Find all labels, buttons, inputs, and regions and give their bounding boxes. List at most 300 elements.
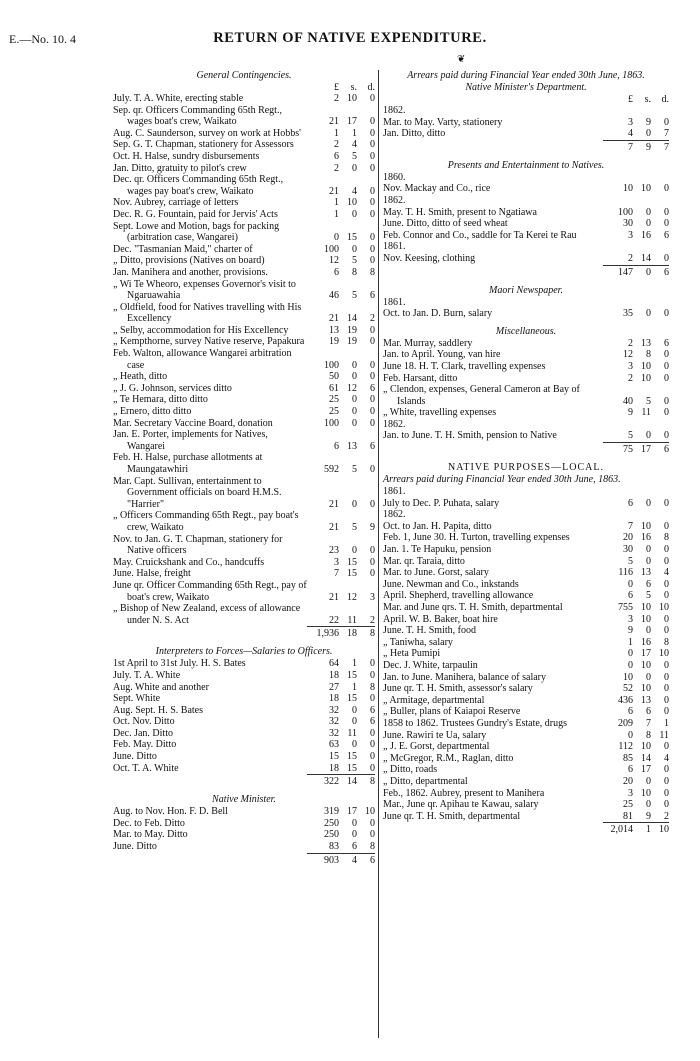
entry-row xyxy=(113,105,375,128)
entry-amount xyxy=(307,818,375,830)
entry-amount xyxy=(603,207,669,219)
unit-label: s. xyxy=(644,94,651,105)
entry-amount xyxy=(603,128,669,140)
pence: 0 xyxy=(664,706,669,718)
entry-description: 1862. xyxy=(383,105,406,116)
entry-description: Feb. May. Ditto xyxy=(113,739,177,751)
pounds: 2 xyxy=(628,372,633,384)
shillings: 0 xyxy=(646,799,651,811)
entry-description: „ White, travelling expenses xyxy=(383,407,497,419)
entry-row xyxy=(113,580,375,603)
entry-amount xyxy=(603,718,669,730)
pence: 0 xyxy=(664,308,669,320)
pounds: 25 xyxy=(329,394,339,406)
shillings: 0 xyxy=(352,498,357,510)
shillings: 0 xyxy=(646,206,651,218)
pounds: 22 xyxy=(329,614,339,626)
entry-row xyxy=(383,753,669,765)
section-subheading: Arrears paid during Financial Year ended 30th June, 1863. xyxy=(383,474,621,486)
entry-amount xyxy=(307,763,375,775)
entry-description: Feb. 1, June 30. H. Turton, travelling expenses xyxy=(383,532,570,544)
pence: 7 xyxy=(664,141,669,153)
year-row xyxy=(383,172,669,184)
entry-description: Jan. Manihera and another, provisions. xyxy=(113,266,268,278)
entry-row xyxy=(113,151,375,163)
pounds: 21 xyxy=(329,313,339,325)
entry-row xyxy=(113,394,375,406)
pence: 0 xyxy=(370,417,375,429)
entry-amount xyxy=(307,371,375,383)
pence: 0 xyxy=(664,497,669,509)
pounds: 12 xyxy=(329,255,339,267)
pence: 6 xyxy=(664,266,669,278)
pounds: 6 xyxy=(334,440,339,452)
pounds: 18 xyxy=(329,669,339,681)
pounds: 21 xyxy=(329,185,339,197)
pounds: 4 xyxy=(628,128,633,140)
entry-description: Feb. Walton, allowance Wangarei arbitration case xyxy=(113,348,292,371)
entry-row xyxy=(113,197,375,209)
entry-amount xyxy=(307,658,375,670)
pounds: 3 xyxy=(628,116,633,128)
entry-row xyxy=(113,751,375,763)
pence: 0 xyxy=(370,371,375,383)
pence: 6 xyxy=(664,337,669,349)
entry-description: June. Ditto xyxy=(113,841,157,853)
entry-amount xyxy=(603,788,669,800)
pounds: 35 xyxy=(623,308,633,320)
pounds: 12 xyxy=(623,349,633,361)
entry-amount xyxy=(307,93,375,105)
entry-amount xyxy=(307,568,375,580)
entry-row xyxy=(383,718,669,730)
shillings: 15 xyxy=(347,762,357,774)
shillings: 0 xyxy=(352,406,357,418)
entry-row xyxy=(113,163,375,175)
pounds: 0 xyxy=(628,648,633,660)
year-row xyxy=(383,419,669,431)
year-row xyxy=(383,195,669,207)
entry-amount xyxy=(603,764,669,776)
entry-description: June qr. T. H. Smith, assessor's salary xyxy=(383,683,533,695)
entry-description: Feb. H. Halse, purchase allotments at Maungatawhiri xyxy=(113,452,263,475)
entry-description: „ Heath, ditto xyxy=(113,371,168,383)
section-total xyxy=(383,442,669,456)
pence: 0 xyxy=(370,93,375,104)
entry-row xyxy=(383,230,669,242)
entry-row xyxy=(113,705,375,717)
entry-row xyxy=(383,253,669,265)
shillings: 16 xyxy=(641,636,651,648)
shillings: 15 xyxy=(347,232,357,244)
entry-description: June. T. H. Smith, food xyxy=(383,625,476,637)
entry-row xyxy=(113,209,375,221)
pounds: 2 xyxy=(334,93,339,104)
entry-row xyxy=(113,510,375,533)
entry-amount xyxy=(307,806,375,818)
pounds: 6 xyxy=(334,150,339,162)
entry-amount xyxy=(307,325,375,337)
shillings: 13 xyxy=(641,694,651,706)
shillings: 17 xyxy=(641,444,651,456)
section xyxy=(383,279,669,320)
pence: 8 xyxy=(370,841,375,853)
entry-description: „ Oldfield, food for Natives travelling with His Excellency xyxy=(113,301,302,325)
pence: 0 xyxy=(370,669,375,681)
entry-row xyxy=(383,117,669,129)
section-heading: General Contingencies. xyxy=(196,70,292,81)
pence: 6 xyxy=(664,229,669,241)
pence: 6 xyxy=(664,444,669,456)
entry-row xyxy=(383,128,669,140)
pence: 6 xyxy=(370,440,375,452)
shillings: 0 xyxy=(352,817,357,829)
pence: 2 xyxy=(664,810,669,822)
pence: 0 xyxy=(664,613,669,625)
shillings: 14 xyxy=(347,313,357,325)
entry-description: Dec. to Feb. Ditto xyxy=(113,817,185,829)
entry-amount xyxy=(307,499,375,511)
currency-units xyxy=(383,94,669,105)
entry-description: June. Ditto, ditto of seed wheat xyxy=(383,218,508,230)
shillings: 10 xyxy=(347,93,357,104)
pounds: 7 xyxy=(628,520,633,532)
shillings: 0 xyxy=(352,359,357,371)
page-title: RETURN OF NATIVE EXPENDITURE. xyxy=(213,30,487,46)
shillings: 17 xyxy=(641,764,651,776)
total-amount xyxy=(307,853,375,867)
entry-description: „ Taniwha, salary xyxy=(383,636,453,648)
pence: 0 xyxy=(370,829,375,841)
shillings: 10 xyxy=(641,372,651,384)
section-heading: Miscellaneous. xyxy=(495,325,557,337)
shillings: 6 xyxy=(646,578,651,590)
pence: 9 xyxy=(370,521,375,533)
entry-row xyxy=(383,308,669,320)
entry-description: Dec. Jan. Ditto xyxy=(113,727,173,739)
entry-description: 1861. xyxy=(383,296,406,308)
entry-amount xyxy=(603,498,669,510)
section xyxy=(113,788,375,866)
pounds: 10 xyxy=(623,671,633,683)
entry-description: July to Dec. P. Puhata, salary xyxy=(383,497,500,509)
entry-row xyxy=(113,841,375,853)
entry-row xyxy=(113,818,375,830)
shillings: 10 xyxy=(641,787,651,799)
shillings: 15 xyxy=(347,693,357,705)
entry-description: Sept. Lowe and Motion, bags for packing (arbitration case, Wangarei) xyxy=(113,220,280,244)
pounds: 147 xyxy=(618,266,633,278)
pounds: 903 xyxy=(324,854,339,866)
pounds: 100 xyxy=(324,417,339,429)
entry-amount xyxy=(307,244,375,256)
section xyxy=(383,456,669,836)
pence: 0 xyxy=(370,139,375,151)
pence: 6 xyxy=(370,854,375,866)
entry-row xyxy=(113,557,375,569)
shillings: 10 xyxy=(641,360,651,372)
entry-amount xyxy=(307,418,375,430)
entry-amount xyxy=(603,811,669,823)
shillings: 17 xyxy=(347,806,357,818)
pence: 0 xyxy=(370,556,375,568)
shillings: 8 xyxy=(646,729,651,741)
entry-description: Feb. Connor and Co., saddle for Ta Kerei te Rau xyxy=(383,229,577,241)
shillings: 14 xyxy=(641,752,651,764)
entry-description: Sep. G. T. Chapman, stationery for Assessors xyxy=(113,139,294,151)
pounds: 61 xyxy=(329,382,339,394)
pounds: 0 xyxy=(334,232,339,244)
entry-amount xyxy=(603,706,669,718)
pence: 4 xyxy=(664,752,669,764)
entry-amount xyxy=(603,544,669,556)
pounds: 3 xyxy=(628,787,633,799)
section-heading: Interpreters to Forces—Salaries to Officers. xyxy=(155,646,333,658)
entry-row xyxy=(113,93,375,105)
entry-amount xyxy=(603,625,669,637)
entry-row xyxy=(113,383,375,395)
pounds: 1,936 xyxy=(316,628,339,640)
pence: 0 xyxy=(664,787,669,799)
entry-amount xyxy=(603,579,669,591)
shillings: 14 xyxy=(347,776,357,788)
entry-amount xyxy=(307,716,375,728)
shillings: 1 xyxy=(646,824,651,836)
shillings: 11 xyxy=(347,727,357,739)
shillings: 15 xyxy=(347,556,357,568)
entry-description: July. T. A. White, erecting stable xyxy=(113,93,244,104)
pounds: 20 xyxy=(623,532,633,544)
entry-row xyxy=(383,361,669,373)
entry-row xyxy=(383,567,669,579)
shillings: 0 xyxy=(646,775,651,787)
pounds: 7 xyxy=(334,568,339,580)
year-row xyxy=(383,297,669,309)
entry-row xyxy=(383,207,669,219)
entry-row xyxy=(113,739,375,751)
entry-row xyxy=(113,658,375,670)
entry-description: June 18. H. T. Clark, travelling expenses xyxy=(383,360,546,372)
unit-label: s. xyxy=(350,82,357,93)
entry-description: Aug. Sept. H. S. Bates xyxy=(113,704,203,716)
shillings: 0 xyxy=(352,371,357,383)
pence: 0 xyxy=(664,520,669,532)
entry-description: „ Selby, accommodation for His Excellency xyxy=(113,324,289,336)
pounds: 20 xyxy=(623,775,633,787)
pounds: 15 xyxy=(329,751,339,763)
entry-amount xyxy=(307,705,375,717)
shillings: 5 xyxy=(352,255,357,267)
entry-description: „ Te Hemara, ditto ditto xyxy=(113,394,208,406)
entry-row xyxy=(383,788,669,800)
entry-amount xyxy=(603,521,669,533)
right-column xyxy=(383,70,669,836)
entry-row xyxy=(113,128,375,140)
shillings: 4 xyxy=(352,185,357,197)
entry-row xyxy=(113,682,375,694)
pence: 0 xyxy=(664,252,669,264)
entry-description: 1862. xyxy=(383,418,406,430)
pounds: 116 xyxy=(618,567,633,579)
unit-label: £ xyxy=(334,82,339,93)
pence: 0 xyxy=(370,545,375,557)
pounds: 3 xyxy=(334,556,339,568)
entry-description: „ Armitage, departmental xyxy=(383,694,485,706)
entry-amount xyxy=(307,313,375,325)
entry-amount xyxy=(307,682,375,694)
entry-description: Oct. to Jan. H. Papita, ditto xyxy=(383,520,492,532)
pence: 0 xyxy=(664,206,669,218)
pence: 0 xyxy=(664,372,669,384)
entry-row xyxy=(383,695,669,707)
pence: 0 xyxy=(370,394,375,406)
shillings: 17 xyxy=(641,648,651,660)
entry-description: Sep. qr. Officers Commanding 65th Regt., wages boat's crew, Waikato xyxy=(113,104,282,128)
entry-row xyxy=(383,218,669,230)
entry-row xyxy=(383,637,669,649)
entry-description: Jan. to April. Young, van hire xyxy=(383,349,501,361)
entry-row xyxy=(113,371,375,383)
pence: 0 xyxy=(664,116,669,128)
shillings: 10 xyxy=(641,683,651,695)
entry-description: „ Officers Commanding 65th Regt., pay boat's crew, Waikato xyxy=(113,510,299,533)
entry-description: Sept. White xyxy=(113,693,161,705)
entry-amount xyxy=(603,648,669,660)
total-amount xyxy=(307,774,375,788)
shillings: 0 xyxy=(352,162,357,174)
entry-amount xyxy=(307,739,375,751)
entry-amount xyxy=(603,741,669,753)
entry-row xyxy=(113,603,375,626)
section-heading: Presents and Entertainment to Natives. xyxy=(447,159,605,171)
entry-amount xyxy=(603,407,669,419)
shillings: 11 xyxy=(641,407,651,419)
entry-row xyxy=(383,602,669,614)
entry-amount xyxy=(603,637,669,649)
entry-row xyxy=(383,683,669,695)
section-total xyxy=(113,774,375,788)
pounds: 64 xyxy=(329,658,339,670)
entry-amount xyxy=(603,567,669,579)
pence: 0 xyxy=(664,590,669,602)
entry-row xyxy=(113,429,375,452)
pounds: 250 xyxy=(324,829,339,841)
entry-amount xyxy=(307,394,375,406)
entry-amount xyxy=(307,232,375,244)
pounds: 6 xyxy=(334,266,339,278)
shillings: 0 xyxy=(352,739,357,751)
entry-row xyxy=(383,183,669,195)
pence: 0 xyxy=(664,430,669,442)
pence: 11 xyxy=(659,729,669,741)
shillings: 10 xyxy=(641,613,651,625)
entry-description: Oct. H. Halse, sundry disbursements xyxy=(113,150,260,162)
pence: 10 xyxy=(659,824,669,836)
pence: 0 xyxy=(370,197,375,209)
entry-description: „ Wi Te Wheoro, expenses Governor's visit to Ngaruawahia xyxy=(113,278,296,302)
shillings: 0 xyxy=(646,308,651,320)
entry-description: Mar. Murray, saddlery xyxy=(383,337,473,349)
shillings: 8 xyxy=(646,349,651,361)
pounds: 85 xyxy=(623,752,633,764)
shillings: 1 xyxy=(352,658,357,670)
entry-row xyxy=(383,373,669,385)
pounds: 83 xyxy=(329,841,339,853)
pounds: 592 xyxy=(324,464,339,475)
entry-row xyxy=(383,706,669,718)
entry-amount xyxy=(603,660,669,672)
currency-units xyxy=(113,82,375,93)
entry-amount xyxy=(603,430,669,442)
entry-description: June qr. T. H. Smith, departmental xyxy=(383,810,521,822)
pence: 0 xyxy=(370,185,375,197)
entry-amount xyxy=(603,361,669,373)
entry-amount xyxy=(307,209,375,221)
entry-description: July. T. A. White xyxy=(113,669,181,681)
entry-amount xyxy=(603,230,669,242)
shillings: 17 xyxy=(347,116,357,128)
pence: 0 xyxy=(664,694,669,706)
entry-row xyxy=(383,544,669,556)
shillings: 0 xyxy=(352,704,357,716)
entry-row xyxy=(113,829,375,841)
entry-row xyxy=(383,384,669,407)
shillings: 0 xyxy=(646,544,651,556)
page-header xyxy=(0,32,700,52)
pounds: 30 xyxy=(623,218,633,230)
pence: 0 xyxy=(370,693,375,705)
ornament-mark: ❦ xyxy=(457,54,466,65)
pence: 0 xyxy=(370,324,375,336)
pounds: 75 xyxy=(623,444,633,456)
pence: 0 xyxy=(370,498,375,510)
pence: 0 xyxy=(370,116,375,128)
year-row xyxy=(383,241,669,253)
pence: 8 xyxy=(370,628,375,640)
entry-amount xyxy=(603,117,669,129)
entry-description: Mar. Secretary Vaccine Board, donation xyxy=(113,417,273,429)
shillings: 10 xyxy=(641,602,651,613)
shillings: 0 xyxy=(646,128,651,140)
pounds: 2 xyxy=(334,139,339,151)
entry-amount xyxy=(307,545,375,557)
entry-row xyxy=(113,139,375,151)
entry-row xyxy=(113,221,375,244)
pounds: 112 xyxy=(618,741,633,753)
entry-description: „ Ditto, roads xyxy=(383,764,438,776)
entry-amount xyxy=(307,163,375,175)
pounds: 1 xyxy=(628,636,633,648)
pounds: 21 xyxy=(329,116,339,128)
pence: 0 xyxy=(664,349,669,361)
entry-description: „ Buller, plans of Kaiapoi Reserve xyxy=(383,706,521,718)
pence: 0 xyxy=(664,407,669,419)
entry-description: April. W. B. Baker, boat hire xyxy=(383,613,498,625)
pence: 10 xyxy=(365,806,375,818)
pence: 0 xyxy=(664,578,669,590)
entry-row xyxy=(113,302,375,325)
entry-description: 1858 to 1862. Trustees Gundry's Estate, drugs xyxy=(383,717,568,729)
shillings: 13 xyxy=(641,567,651,579)
pounds: 52 xyxy=(623,683,633,695)
entry-amount xyxy=(603,218,669,230)
shillings: 9 xyxy=(646,810,651,822)
entry-description: „ J. E. Gorst, departmental xyxy=(383,741,490,753)
entry-amount xyxy=(307,615,375,627)
shillings: 6 xyxy=(646,706,651,718)
pence: 0 xyxy=(664,218,669,230)
entry-amount xyxy=(307,186,375,198)
